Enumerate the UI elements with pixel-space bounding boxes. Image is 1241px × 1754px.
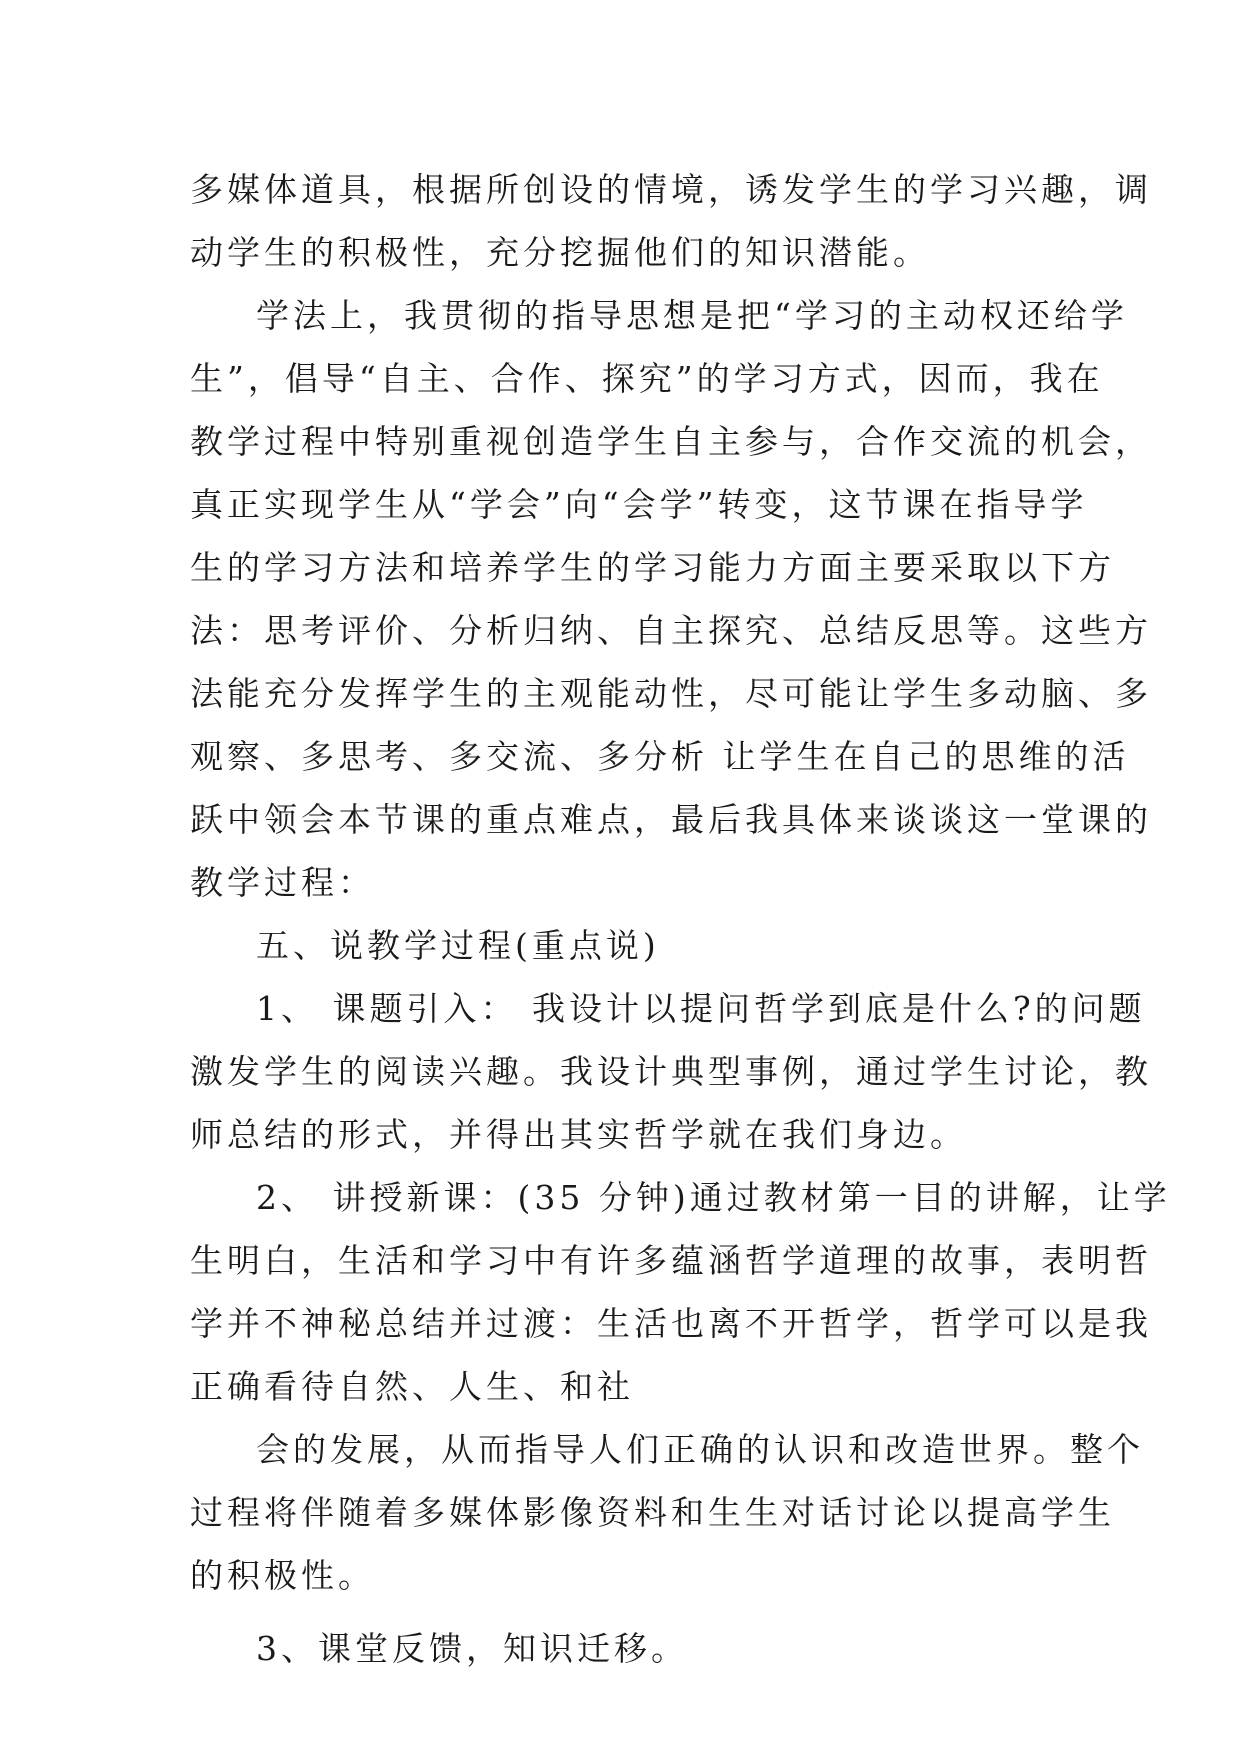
text-line: 教学过程： — [190, 863, 375, 902]
text-line: 动学生的积极性，充分挖掘他们的知识潜能。 — [190, 233, 930, 272]
paragraph-step-2-new-lesson — [190, 1166, 1171, 1418]
paragraph-teaching-method-end — [190, 158, 1152, 284]
paragraph-step-3-feedback — [190, 1617, 1070, 1680]
text-line: 激发学生的阅读兴趣。我设计典型事例，通过学生讨论，教 — [190, 1052, 1152, 1091]
document-body — [190, 158, 1171, 1680]
text-line: 学并不神秘总结并过渡：生活也离不开哲学，哲学可以是我 — [190, 1304, 1152, 1343]
text-line: 法能充分发挥学生的主观能动性，尽可能让学生多动脑、多 — [190, 674, 1152, 713]
text-line: 真正实现学生从“学会”向“会学”转变，这节课在指导学 — [190, 485, 1088, 524]
text-line: 教学过程中特别重视创造学生自主参与，合作交流的机会， — [190, 422, 1152, 461]
paragraph-gap — [190, 1607, 1070, 1617]
text-line: 生的学习方法和培养学生的学习能力方面主要采取以下方 — [190, 548, 1115, 587]
section-heading-teaching-process — [190, 914, 1070, 977]
paragraph-learning-method — [190, 284, 1152, 914]
text-line: 学法上，我贯彻的指导思想是把“学习的主动权还给学 — [256, 296, 1128, 335]
text-line: 观察、多思考、多交流、多分析 让学生在自己的思维的活 — [190, 737, 1130, 776]
text-line: 3、课堂反馈，知识迁移。 — [256, 1629, 688, 1668]
text-line: 生”，倡导“自主、合作、探究”的学习方式，因而，我在 — [190, 359, 1104, 398]
text-line: 跃中领会本节课的重点难点，最后我具体来谈谈这一堂课的 — [190, 800, 1152, 839]
text-line: 法：思考评价、分析归纳、自主探究、总结反思等。这些方 — [190, 611, 1152, 650]
paragraph-step-2-continued — [190, 1418, 1144, 1607]
text-line: 师总结的形式，并得出其实哲学就在我们身边。 — [190, 1115, 967, 1154]
section-heading: 五、说教学过程(重点说) — [256, 926, 660, 965]
text-line: 正确看待自然、人生、和社 — [190, 1367, 634, 1406]
text-line: 会的发展，从而指导人们正确的认识和改造世界。整个 — [256, 1430, 1144, 1469]
text-line: 的积极性。 — [190, 1556, 375, 1595]
text-line: 生明白，生活和学习中有许多蕴涵哲学道理的故事，表明哲 — [190, 1241, 1152, 1280]
paragraph-step-1-introduction — [190, 977, 1152, 1166]
text-line: 过程将伴随着多媒体影像资料和生生对话讨论以提高学生 — [190, 1493, 1115, 1532]
text-line: 2、 讲授新课：(35 分钟)通过教材第一目的讲解，让学 — [256, 1178, 1171, 1217]
text-line: 多媒体道具，根据所创设的情境，诱发学生的学习兴趣，调 — [190, 170, 1152, 209]
text-line: 1、 课题引入： 我设计以提问哲学到底是什么?的问题 — [256, 989, 1146, 1028]
